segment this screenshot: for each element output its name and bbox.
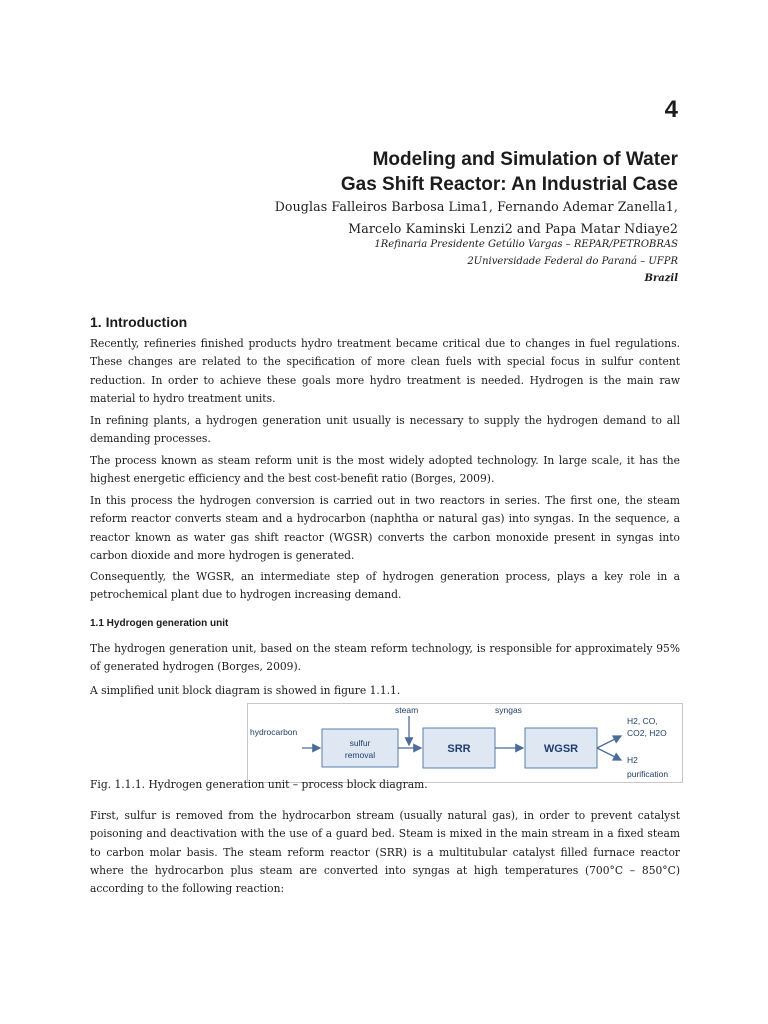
box3-label: WGSR — [543, 743, 579, 755]
box1-label-line1: sulfur — [349, 738, 371, 748]
paragraph: Consequently, the WGSR, an intermediate step of hydrogen generation process, plays a key role in a petrochemical plant due to hydrogen increasing demand. — [90, 570, 680, 602]
flow-arrow — [597, 748, 621, 760]
affiliation-country: Brazil — [644, 273, 678, 284]
paragraph: In this process the hydrogen conversion is carried out in two reactors in series. The first one, the steam reform reactor converts steam and a hydrocarbon (naphtha or natural gas) into syngas. In the sequence, a reactor known as water gas shift reactor (WGSR) converts the carbon monoxide present in syngas into carbon dioxide and more hydrogen is generated. — [90, 494, 680, 562]
output-label-1-line1: H2, CO, — [627, 716, 658, 726]
paragraph: First, sulfur is removed from the hydrocarbon stream (usually natural gas), in order to prevent catalyst poisoning and deactivation with the use of a guard bed. Steam is mixed in the main stream in a fixed steam to carbon molar basis. The steam reform reactor (SRR) is a multitubular catalyst filled furnace reactor where the hydrocarbon plus steam are converted into syngas at high temperatures (700°C – 850°C) according to the following reaction: — [90, 809, 680, 896]
process-block-diagram — [247, 703, 683, 783]
box-sulfur-removal — [322, 729, 398, 767]
authors-line-1: Douglas Falleiros Barbosa Lima1, Fernando Ademar Zanella1, — [274, 199, 678, 214]
authors-line-2: Marcelo Kaminski Lenzi2 and Papa Matar Ndiaye2 — [348, 221, 678, 236]
subsection-heading: 1.1 Hydrogen generation unit — [90, 618, 229, 629]
paragraph: Recently, refineries finished products hydro treatment became critical due to changes in fuel regulations. These changes are related to the specification of more clean fuels with special focus in sulfur content reduction. In order to achieve these goals more hydro treatment is needed. Hydrogen is the main raw material to hydro treatment units. — [90, 337, 680, 405]
section-heading-introduction: 1. Introduction — [90, 314, 188, 330]
output-label-2-line1: H2 — [627, 755, 638, 765]
paragraph: A simplified unit block diagram is showed in figure 1.1.1. — [90, 684, 401, 697]
affiliation-1: 1Refinaria Presidente Getúlio Vargas – REPAR/PETROBRAS — [374, 239, 678, 250]
title-line-2: Gas Shift Reactor: An Industrial Case — [340, 174, 678, 195]
stream-label-syngas: syngas — [495, 705, 522, 715]
affiliation-2: 2Universidade Federal do Paraná – UFPR — [467, 256, 678, 267]
paragraph: In refining plants, a hydrogen generation unit usually is necessary to supply the hydrogen demand to all demanding processes. — [90, 414, 680, 446]
flow-arrow — [597, 736, 621, 748]
input-label-hydrocarbon: hydrocarbon — [250, 727, 298, 737]
figure-caption: Fig. 1.1.1. Hydrogen generation unit – process block diagram. — [90, 778, 428, 791]
box2-label: SRR — [447, 743, 471, 755]
title-line-1: Modeling and Simulation of Water — [372, 149, 678, 170]
paragraph: The process known as steam reform unit is the most widely adopted technology. In large scale, it has the highest energetic efficiency and the best cost-benefit ratio (Borges, 2009). — [90, 454, 680, 486]
paragraph: The hydrogen generation unit, based on the steam reform technology, is responsible for approximately 95% of generated hydrogen (Borges, 2009). — [90, 642, 680, 674]
output-label-1-line2: CO2, H2O — [627, 728, 667, 738]
box1-label-line2: removal — [344, 750, 376, 760]
output-label-2-line2: purification — [627, 769, 669, 779]
input-label-steam: steam — [395, 705, 419, 715]
chapter-number: 4 — [664, 96, 678, 123]
